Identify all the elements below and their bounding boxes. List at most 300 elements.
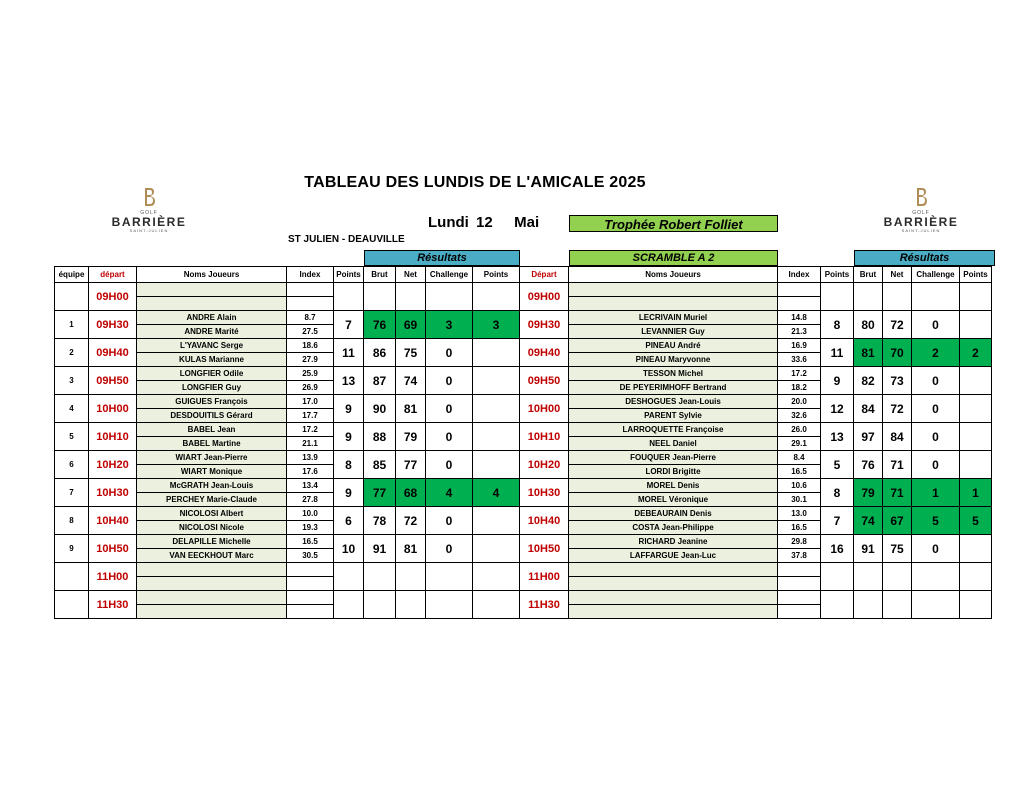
logo-brand-text: BARRIÈRE: [111, 215, 187, 229]
net-score: 73: [883, 367, 912, 395]
net-score: [396, 563, 426, 591]
header-index-right: Index: [778, 267, 821, 283]
player-name: COSTA Jean-Philippe: [569, 521, 778, 535]
header-brut-right: Brut: [854, 267, 883, 283]
net-score: 84: [883, 423, 912, 451]
header-points-right: Points: [821, 267, 854, 283]
player-index: 18.2: [778, 381, 821, 395]
player-name: KULAS Marianne: [137, 353, 287, 367]
logo-sub-text: SAINT-JULIEN: [129, 228, 169, 233]
table-row: [55, 423, 992, 437]
result-points: [473, 591, 520, 619]
team-points: [334, 591, 364, 619]
team-points: [334, 283, 364, 311]
team-points: 6: [334, 507, 364, 535]
player-index: [778, 591, 821, 605]
player-index: 26.0: [778, 423, 821, 437]
result-points: [473, 367, 520, 395]
result-points: [960, 451, 992, 479]
challenge-value: [426, 591, 473, 619]
net-score: 72: [883, 395, 912, 423]
result-points: [960, 591, 992, 619]
team-points: 7: [334, 311, 364, 339]
player-index: 13.0: [778, 507, 821, 521]
team-points: 5: [821, 451, 854, 479]
team-number: [55, 563, 89, 591]
start-time: 10H40: [520, 507, 569, 535]
challenge-value: 0: [912, 423, 960, 451]
result-points: [473, 535, 520, 563]
table-row: [55, 591, 992, 605]
start-time: 09H30: [89, 311, 137, 339]
table-row: [55, 311, 992, 325]
brut-score: [854, 283, 883, 311]
start-time: 10H40: [89, 507, 137, 535]
challenge-value: 0: [426, 535, 473, 563]
brut-score: 74: [854, 507, 883, 535]
brut-score: 90: [364, 395, 396, 423]
logo-sub-text: SAINT-JULIEN: [901, 228, 941, 233]
player-name: [569, 577, 778, 591]
header-net-right: Net: [883, 267, 912, 283]
team-points: 11: [334, 339, 364, 367]
player-index: [287, 577, 334, 591]
net-score: 71: [883, 451, 912, 479]
result-points: 2: [960, 339, 992, 367]
challenge-value: 3: [426, 311, 473, 339]
header-noms-right: Noms Joueurs: [569, 267, 778, 283]
header-equipe: équipe: [55, 267, 89, 283]
player-name: [569, 591, 778, 605]
header-net: Net: [396, 267, 426, 283]
start-time: 09H40: [89, 339, 137, 367]
player-name: RICHARD Jeanine: [569, 535, 778, 549]
player-name: LONGFIER Odile: [137, 367, 287, 381]
header-challenge: Challenge: [426, 267, 473, 283]
result-points: 5: [960, 507, 992, 535]
team-points: [821, 591, 854, 619]
challenge-value: [426, 283, 473, 311]
player-name: PINEAU Maryvonne: [569, 353, 778, 367]
table-row: [55, 339, 992, 353]
net-score: 77: [396, 451, 426, 479]
result-points: [960, 535, 992, 563]
table-row: [55, 395, 992, 409]
challenge-value: [912, 563, 960, 591]
player-index: [778, 605, 821, 619]
player-index: 29.1: [778, 437, 821, 451]
start-time: 10H00: [89, 395, 137, 423]
player-index: 16.5: [778, 521, 821, 535]
team-number: 9: [55, 535, 89, 563]
brut-score: [364, 563, 396, 591]
player-name: [137, 297, 287, 311]
net-score: 75: [883, 535, 912, 563]
result-points: [960, 367, 992, 395]
player-name: NICOLOSI Albert: [137, 507, 287, 521]
logo-golf-text: GOLF: [140, 210, 158, 216]
player-name: PARENT Sylvie: [569, 409, 778, 423]
team-points: 8: [821, 311, 854, 339]
player-index: 16.5: [287, 535, 334, 549]
brut-score: 82: [854, 367, 883, 395]
start-time: 09H50: [520, 367, 569, 395]
results-header-right: Résultats: [854, 250, 995, 266]
brut-score: 97: [854, 423, 883, 451]
brut-score: [364, 283, 396, 311]
schedule-table-body: [55, 267, 992, 619]
player-index: 27.5: [287, 325, 334, 339]
location: ST JULIEN - DEAUVILLE: [288, 234, 405, 245]
result-points: [473, 423, 520, 451]
player-name: [569, 605, 778, 619]
net-score: 75: [396, 339, 426, 367]
start-time: 10H50: [520, 535, 569, 563]
brut-score: 87: [364, 367, 396, 395]
team-number: 7: [55, 479, 89, 507]
challenge-value: 0: [912, 395, 960, 423]
player-name: WIART Monique: [137, 465, 287, 479]
player-index: 17.7: [287, 409, 334, 423]
player-index: 29.8: [778, 535, 821, 549]
brut-score: [364, 591, 396, 619]
table-row: [55, 283, 992, 297]
player-index: 21.1: [287, 437, 334, 451]
player-index: 25.9: [287, 367, 334, 381]
player-name: [137, 283, 287, 297]
net-score: 69: [396, 311, 426, 339]
team-points: [821, 283, 854, 311]
player-index: 17.2: [287, 423, 334, 437]
net-score: 70: [883, 339, 912, 367]
scramble-header: SCRAMBLE A 2: [569, 250, 778, 266]
table-header-row: [55, 267, 992, 283]
brut-score: 91: [364, 535, 396, 563]
player-index: 17.6: [287, 465, 334, 479]
challenge-value: 0: [426, 451, 473, 479]
header-noms: Noms Joueurs: [137, 267, 287, 283]
challenge-value: 2: [912, 339, 960, 367]
net-score: 81: [396, 535, 426, 563]
table-row: [55, 507, 992, 521]
brut-score: 86: [364, 339, 396, 367]
start-time: 09H30: [520, 311, 569, 339]
challenge-value: 0: [426, 339, 473, 367]
player-name: NEEL Daniel: [569, 437, 778, 451]
player-index: 13.9: [287, 451, 334, 465]
challenge-value: 0: [912, 451, 960, 479]
player-index: 26.9: [287, 381, 334, 395]
challenge-value: 0: [426, 367, 473, 395]
page-title: TABLEAU DES LUNDIS DE L'AMICALE 2025: [304, 174, 646, 191]
player-name: DEBEAURAIN Denis: [569, 507, 778, 521]
player-name: WIART Jean-Pierre: [137, 451, 287, 465]
header-challenge-right: Challenge: [912, 267, 960, 283]
net-score: 74: [396, 367, 426, 395]
player-index: [778, 577, 821, 591]
player-index: [287, 283, 334, 297]
player-index: 21.3: [778, 325, 821, 339]
result-points: 3: [473, 311, 520, 339]
challenge-value: 4: [426, 479, 473, 507]
player-name: [137, 563, 287, 577]
brut-score: 84: [854, 395, 883, 423]
event-date: Lundi 12 Mai: [428, 214, 540, 231]
challenge-value: 1: [912, 479, 960, 507]
player-name: NICOLOSI Nicole: [137, 521, 287, 535]
header-points: Points: [334, 267, 364, 283]
team-points: [821, 563, 854, 591]
start-time: 09H00: [520, 283, 569, 311]
challenge-value: 0: [912, 367, 960, 395]
player-name: LECRIVAIN Muriel: [569, 311, 778, 325]
start-time: 10H20: [89, 451, 137, 479]
challenge-value: 0: [912, 311, 960, 339]
player-name: [137, 591, 287, 605]
trophy-name: Trophée Robert Folliet: [569, 215, 778, 232]
table-row: [55, 451, 992, 465]
challenge-value: 5: [912, 507, 960, 535]
start-time: 09H00: [89, 283, 137, 311]
player-name: LAFFARGUE Jean-Luc: [569, 549, 778, 563]
header-result-points: Points: [473, 267, 520, 283]
player-index: 14.8: [778, 311, 821, 325]
player-name: TESSON Michel: [569, 367, 778, 381]
team-points: 16: [821, 535, 854, 563]
result-points: [960, 311, 992, 339]
player-index: 16.9: [778, 339, 821, 353]
player-index: 8.7: [287, 311, 334, 325]
team-points: 10: [334, 535, 364, 563]
player-name: VAN EECKHOUT Marc: [137, 549, 287, 563]
start-time: 11H30: [520, 591, 569, 619]
player-index: [778, 297, 821, 311]
team-number: 3: [55, 367, 89, 395]
net-score: [883, 283, 912, 311]
player-index: 27.9: [287, 353, 334, 367]
team-number: 6: [55, 451, 89, 479]
schedule-table: [54, 266, 992, 619]
player-index: [287, 563, 334, 577]
net-score: 67: [883, 507, 912, 535]
brut-score: 81: [854, 339, 883, 367]
player-index: 30.1: [778, 493, 821, 507]
player-name: PERCHEY Marie-Claude: [137, 493, 287, 507]
player-name: BABEL Martine: [137, 437, 287, 451]
start-time: 10H50: [89, 535, 137, 563]
team-number: [55, 591, 89, 619]
player-index: 10.6: [778, 479, 821, 493]
brut-score: 76: [364, 311, 396, 339]
challenge-value: 0: [426, 395, 473, 423]
player-name: LONGFIER Guy: [137, 381, 287, 395]
start-time: 11H00: [89, 563, 137, 591]
team-points: 9: [821, 367, 854, 395]
team-points: 8: [821, 479, 854, 507]
player-name: [137, 577, 287, 591]
player-name: LARROQUETTE Françoise: [569, 423, 778, 437]
brut-score: 80: [854, 311, 883, 339]
result-points: [473, 283, 520, 311]
player-name: ANDRE Alain: [137, 311, 287, 325]
team-points: 7: [821, 507, 854, 535]
result-points: [473, 563, 520, 591]
brut-score: 77: [364, 479, 396, 507]
team-points: 11: [821, 339, 854, 367]
player-index: 13.4: [287, 479, 334, 493]
result-points: [960, 563, 992, 591]
net-score: [883, 563, 912, 591]
player-index: [778, 563, 821, 577]
brut-score: 85: [364, 451, 396, 479]
team-points: [334, 563, 364, 591]
player-index: 37.8: [778, 549, 821, 563]
result-points: [473, 395, 520, 423]
brut-score: [854, 591, 883, 619]
player-name: McGRATH Jean-Louis: [137, 479, 287, 493]
header-index: Index: [287, 267, 334, 283]
challenge-value: 0: [426, 423, 473, 451]
player-index: 19.3: [287, 521, 334, 535]
player-name: BABEL Jean: [137, 423, 287, 437]
player-name: [569, 563, 778, 577]
player-index: 17.0: [287, 395, 334, 409]
net-score: [396, 283, 426, 311]
team-number: 5: [55, 423, 89, 451]
player-name: ANDRE Marité: [137, 325, 287, 339]
start-time: 09H40: [520, 339, 569, 367]
golf-barriere-logo: [876, 186, 966, 244]
player-name: DESDOUITILS Gérard: [137, 409, 287, 423]
result-points: [473, 339, 520, 367]
player-name: MOREL Véronique: [569, 493, 778, 507]
player-index: 8.4: [778, 451, 821, 465]
player-index: [778, 283, 821, 297]
team-number: [55, 283, 89, 311]
player-name: DESHOGUES Jean-Louis: [569, 395, 778, 409]
brut-score: [854, 563, 883, 591]
logo-golf-text: GOLF: [912, 210, 930, 216]
start-time: 09H50: [89, 367, 137, 395]
player-name: FOUQUER Jean-Pierre: [569, 451, 778, 465]
b-monogram-icon: [914, 186, 928, 208]
player-index: 32.6: [778, 409, 821, 423]
player-name: LEVANNIER Guy: [569, 325, 778, 339]
net-score: 68: [396, 479, 426, 507]
player-name: PINEAU André: [569, 339, 778, 353]
player-name: L'YAVANC Serge: [137, 339, 287, 353]
result-points: [960, 395, 992, 423]
result-points: 4: [473, 479, 520, 507]
brut-score: 88: [364, 423, 396, 451]
player-name: DE PEYERIMHOFF Bertrand: [569, 381, 778, 395]
net-score: 71: [883, 479, 912, 507]
player-name: [137, 605, 287, 619]
result-points: [473, 451, 520, 479]
challenge-value: [426, 563, 473, 591]
team-points: 8: [334, 451, 364, 479]
player-name: [569, 283, 778, 297]
player-index: 16.5: [778, 465, 821, 479]
start-time: 10H10: [520, 423, 569, 451]
challenge-value: [912, 283, 960, 311]
header-brut: Brut: [364, 267, 396, 283]
table-row: [55, 535, 992, 549]
table-row: [55, 479, 992, 493]
start-time: 10H20: [520, 451, 569, 479]
team-points: 12: [821, 395, 854, 423]
result-points: 1: [960, 479, 992, 507]
net-score: [883, 591, 912, 619]
challenge-value: 0: [426, 507, 473, 535]
player-index: 33.6: [778, 353, 821, 367]
b-monogram-icon: [142, 186, 156, 208]
player-index: 27.8: [287, 493, 334, 507]
result-points: [473, 507, 520, 535]
table-row: [55, 367, 992, 381]
header-depart-right: Départ: [520, 267, 569, 283]
header-result-points-right: Points: [960, 267, 992, 283]
player-index: 18.6: [287, 339, 334, 353]
player-index: 30.5: [287, 549, 334, 563]
start-time: 10H00: [520, 395, 569, 423]
team-number: 4: [55, 395, 89, 423]
start-time: 10H30: [520, 479, 569, 507]
logo-brand-text: BARRIÈRE: [883, 215, 959, 229]
net-score: 79: [396, 423, 426, 451]
net-score: 72: [883, 311, 912, 339]
team-number: 1: [55, 311, 89, 339]
start-time: 10H30: [89, 479, 137, 507]
player-name: GUIGUES François: [137, 395, 287, 409]
team-points: 9: [334, 395, 364, 423]
results-header-left: Résultats: [364, 250, 520, 266]
net-score: 72: [396, 507, 426, 535]
net-score: [396, 591, 426, 619]
player-index: 20.0: [778, 395, 821, 409]
header-depart: départ: [89, 267, 137, 283]
player-name: [569, 297, 778, 311]
player-index: 10.0: [287, 507, 334, 521]
team-number: 8: [55, 507, 89, 535]
brut-score: 91: [854, 535, 883, 563]
player-index: [287, 591, 334, 605]
player-name: DELAPILLE Michelle: [137, 535, 287, 549]
net-score: 81: [396, 395, 426, 423]
team-number: 2: [55, 339, 89, 367]
start-time: 11H00: [520, 563, 569, 591]
challenge-value: 0: [912, 535, 960, 563]
player-index: [287, 605, 334, 619]
brut-score: 78: [364, 507, 396, 535]
result-points: [960, 283, 992, 311]
brut-score: 79: [854, 479, 883, 507]
start-time: 10H10: [89, 423, 137, 451]
player-name: LORDI Brigitte: [569, 465, 778, 479]
player-name: MOREL Denis: [569, 479, 778, 493]
team-points: 13: [821, 423, 854, 451]
player-index: [287, 297, 334, 311]
golf-barriere-logo: [104, 186, 194, 244]
team-points: 9: [334, 423, 364, 451]
player-index: 17.2: [778, 367, 821, 381]
table-row: [55, 563, 992, 577]
team-points: 13: [334, 367, 364, 395]
challenge-value: [912, 591, 960, 619]
team-points: 9: [334, 479, 364, 507]
result-points: [960, 423, 992, 451]
start-time: 11H30: [89, 591, 137, 619]
